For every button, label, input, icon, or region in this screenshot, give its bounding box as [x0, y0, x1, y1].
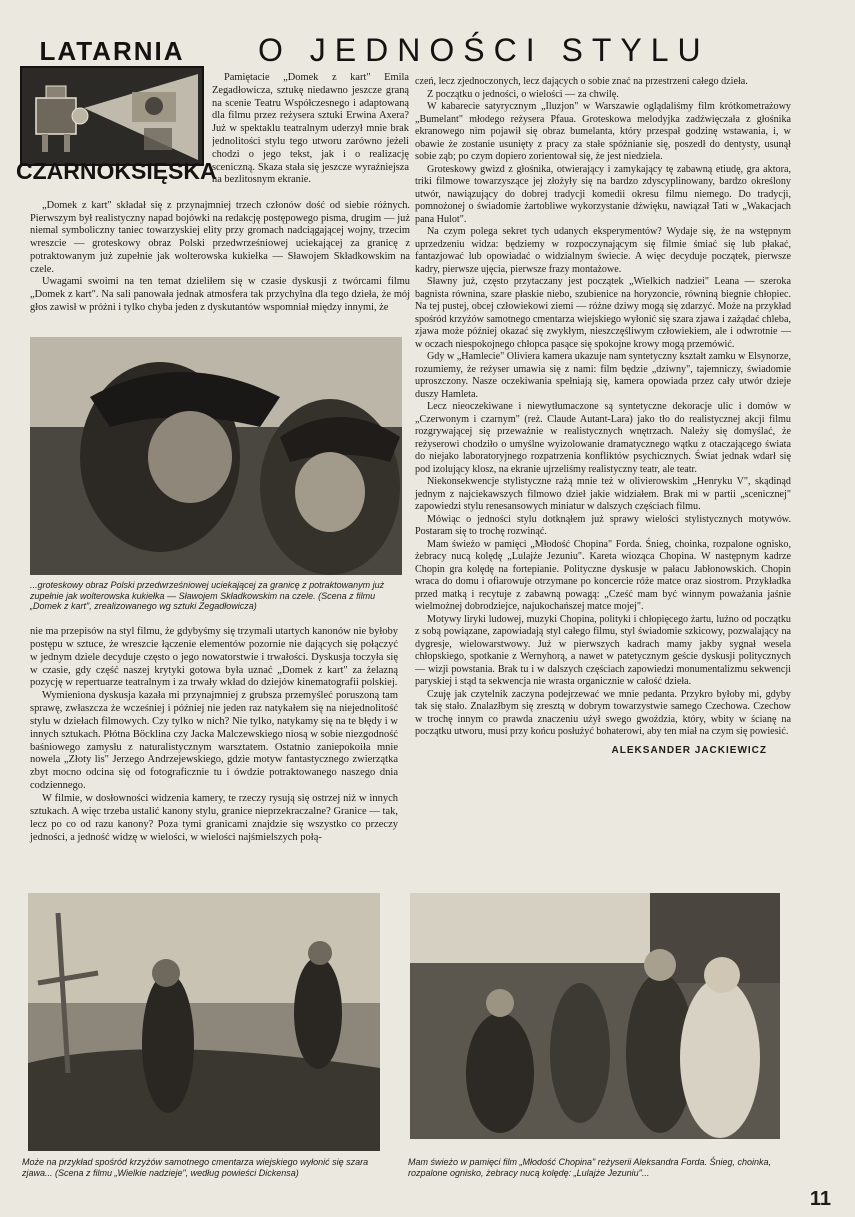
- intro-text: [212, 72, 409, 212]
- paragraph: Czuję jak czytelnik zaczyna podejrzewać we mnie pedanta. Przykro byłoby mi, gdyby tak się stało. Znalazłbym się zresztą w dobrym towarzystwie samego Czechowa. Czechow w trochę innym co prawda znaczeniu użył swego gwoździa, który, wbity w ścianę na początku utworu, musi przy końcu posłużyć bohaterowi, aby ten miał na czym się powiesić.: [415, 688, 791, 737]
- article-title: O JEDNOŚCI STYLU: [258, 32, 710, 68]
- paragraph: Sławny już, często przytaczany jest początek „Wielkich nadziei" Leana — szeroka bagnista równina, szare płaskie niebo, szubienice na horyzoncie, równiną biegnie chłopiec. Na tej pustej, obcej człowiekowi ziemi — różne dziwy mogą się zdarzyć. Może na przykład spośród krzyżów samotnego cmentarza wiejskiego wyłonić się szara zjawa i zażądać chleba, zjawa może później okazać się zwykłym, nieszczęśliwym człowiekiem, ale i odwrotnie — w oczach niespokojnego chłopca pasące się spokojne krowy mogą przemówić.: [415, 276, 791, 350]
- paragraph: Wymieniona dyskusja kazała mi przynajmniej z grubsza przemyśleć poruszoną tam sprawę, zwłaszcza że wcześniej i później nie jeden raz natykałem się na niejednolitość stylu w dziełach filmowych. Czy tylko w nich? Nie tylko, natykamy się na te błędy i w innych sztukach. Płótna Böcklina czy Jacka Malczewskiego niosą w sobie niezgodność baśniowego zamysłu z naturalistycznym warsztatem. Ostatnio zaniepokoiła mnie nowela „Złoty lis" Jerzego Andrzejewskiego, gdzie motyw fantastycznego zwierzątka zbyt mocno odcina się od fotograficznie tu i ówdzie potraktowanego naszego dnia codziennego.: [30, 690, 398, 792]
- top-photo-caption: ...groteskowy obraz Polski przedwrześniowej uciekającej za granicę z potraktowanym już zupełnie jak wolterowska kukiełka — Sławojem Składkowskim na czele. (Scena z filmu „Domek z kart", zrealizowanego wg sztuki Zegadłowicza): [30, 580, 385, 611]
- bottom-left-photo-caption: Może na przykład spośród krzyżów samotnego cmentarza wiejskiego wyłonić się szara zjawa... (Scena z filmu „Wielkie nadzieje", według powieści Dickensa): [22, 1157, 369, 1178]
- intro-text-wide: [30, 200, 410, 314]
- magic-lantern-icon: [22, 68, 202, 164]
- paragraph: W filmie, w dosłowności widzenia kamery, te rzeczy rysują się ostrzej niż w innych sztukach. A więc trzeba ustalić kanony stylu, granice nieprzekraczalne? Granice — tak, lecz po co od razu kanony? Poza tymi granicami znajdzie się wszystko co przeczy jedności, a jedność widzę w wielości, w wielości najśmielszych połą-: [30, 792, 398, 843]
- author-signature: ALEKSANDER JACKIEWICZ: [611, 744, 767, 756]
- film-still-mlodosc-chopina: [410, 893, 780, 1139]
- paragraph: Gdy w „Hamlecie" Oliviera kamera ukazuje nam syntetyczny kształt zamku w Elsynorze, rozumiemy, że reżyser umawia się z nami: film będzie „dziwny", tajemniczy, świadomie uproszczony. Nasze oczekiwania spełniają się, kamera opowiada przez cały utwór dzieje duszy Hamleta.: [415, 351, 791, 400]
- paragraph: Mam świeżo w pamięci „Młodość Chopina" Forda. Śnieg, choinka, rozpalone ognisko, żebracy nucą kolędę „Lulajże Jezuniu". Kareta wioząca Chopina. W następnym kadrze Chopin gra kolędę na fortepianie. Polityczne dyskusje w pałacu Jabłonowskich. Chopin wraca do domu i ofiarowuje otrzymane po koncercie róże matce oraz siostrom. Przykładka przed matką i recytuje z zabawną powagą: „Cześć mam być winnym poważania jaśnie wielmożnej dobrodziejce, najukochańszej matce mojej".: [415, 538, 791, 612]
- top-photo: [30, 337, 402, 575]
- bottom-right-photo: [410, 893, 780, 1139]
- page-number: 11: [809, 1188, 831, 1210]
- lantern-illustration: [20, 66, 204, 166]
- paragraph: Niekonsekwencje stylistyczne rażą mnie też w olivierowskim „Henryku V", skądinąd jednym z najciekawszych filmowo dzieł jakie widziałem. Brak mi w partii „scenicznej" zapowiedzi stylu renesansowych miniatur w dalszych częściach filmu.: [415, 476, 791, 512]
- film-still-wielkie-nadzieje: [28, 893, 380, 1151]
- paragraph: Groteskowy gwizd z głośnika, otwierający i zamykający tę zabawną etiudę, gra aktora, triki filmowe towarzyszące jej złożyły się na bardzo zdyscyplinowany, bardzo określony utwór, nawiązujący do dobrej tradycji komedii okresu filmu niemego. Do tradycji, pomnożonej o świadomie żartobliwe wykorzystanie dźwięku, nawiązał Tati w „Wakacjach pana Hulot".: [415, 163, 791, 225]
- right-column-text: [415, 76, 791, 757]
- left-column-text: [30, 626, 398, 844]
- column-logo-top-word: LATARNIA: [39, 36, 185, 66]
- paragraph: Na czym polega sekret tych udanych eksperymentów? Wydaje się, że na wstępnym uprzedzeniu widza: będziemy w rozpoczynającym się filmie śmiać się lub płakać, fantazjować lub opowiadać o widzialnym świecie. A więc decyduje początek, pierwsze kadry, pierwsze ujęcia, pierwsze frazy montażowe.: [415, 226, 791, 275]
- paragraph: Z początku o jedności, o wielości — za chwilę.: [427, 88, 619, 100]
- bottom-right-photo-caption: Mam świeżo w pamięci film „Młodość Chopina" reżyserii Aleksandra Forda. Śnieg, choinka, rozpalone ognisko, żebracy nucą kolędę: „Lulajże Jezuniu"...: [408, 1157, 772, 1178]
- bottom-left-photo: [28, 893, 380, 1151]
- paragraph: Mówiąc o jedności stylu dotknąłem już sprawy wielości stylistycznych motywów. Postaram się to trochę rozwinąć.: [415, 513, 791, 537]
- paragraph: „Domek z kart" składał się z przynajmniej trzech członów dość od siebie różnych. Pierwszym był realistyczny napad bojówki na redakcję postępowego pisma, drugim — już niemal symboliczny taniec towarzyskiej elity przy gromach nadciągającej wojny, trzecim wreszcie — groteskowy obraz Polski przedwrześniowej uciekającej za granicę z potraktowanym już zupełnie jak wolterowska kukiełka — Sławojem Składkowskim na czele.: [30, 200, 410, 275]
- paragraph: czeń, lecz zjednoczonych, lecz dających o sobie znać na przestrzeni całego dzieła.: [415, 76, 748, 87]
- paragraph: Motywy liryki ludowej, muzyki Chopina, polityki i chłopięcego żartu, luźno od początku z sobą powiązane, zapowiadają styl całego filmu, styl świadomie szkicowy, pozwalający na dygresje, wielowarstwowy. Już w pierwszych kadrach mamy jakby sygnał wesela chłopskiego, spotkanie z Wernyhorą, a nawet w patetycznym geście dyskusji politycznych — wizji powstania. Brak tu i w dalszych częściach zapowiedzi monumentalizmu sekwencji paryskiej i stąd ta sekwencja nie wrasta organicznie w całość dzieła.: [415, 613, 791, 687]
- paragraph: nie ma przepisów na styl filmu, że gdybyśmy się trzymali utartych kanonów nie byłoby postępu w sztuce, że wreszcie łączenie elementów pozornie nie dających się połączyć w jednym dziele decyduje często o jego nowatorstwie i trwałości. Dyskusja toczyła się w czasie, gdy część naszej krytyki gotowa była uznać „Domek z kart" za żelazną pozycję w repertuarze teatralnym i za trwały wkład do dziejów kinematografii polskiej.: [30, 626, 399, 689]
- paragraph: Lecz nieoczekiwane i niewytłumaczone są syntetyczne dekoracje ulic i domów w „Czerwonym i czarnym" (reż. Claude Autant-Lara) jako tło do realistycznej akcji filmu rozgrywającej się przeważnie w realistycznych wnętrzach. Należy się domyślać, że reżyserowi chodziło o umyślne wyizolowanie dramatycznego wątku z otaczającego świata do niejako laboratoryjnego rozpatrzenia konfliktów psychicznych. Świat jednak wdarł się pod izolujący klosz, na ekranie ujrzeliśmy realistyczny teatr, ale teatr.: [415, 401, 791, 475]
- paragraph: Pamiętacie „Domek z kart" Emila Zegadłowicza, sztukę niedawno jeszcze graną na scenie Teatru Współczesnego i adaptowaną dla filmu przez reżysera sztuki Erwina Axera? Już w spektaklu teatralnym uderzył mnie brak jednolitości stylu tego utworu zarówno jeżeli chodzi o jego tekst, jak i o realizację sceniczną. Skaza stała się jeszcze wyraźniejsza na bezlitosnym ekranie.: [212, 72, 409, 186]
- paragraph: Uwagami swoimi na ten temat dzieliłem się w czasie dyskusji z twórcami filmu „Domek z kart". Na sali panowała jednak atmosfera tak przychylna dla tego dzieła, że mój głos zawisł w próżni i tylko chyba jeden z dyskutantów wspomniał między innymi, że: [30, 276, 410, 313]
- paragraph: W kabarecie satyrycznym „Iluzjon" w Warszawie oglądaliśmy film krótkometrażowy „Bumelant" młodego reżysera Pfaua. Groteskowa melodyjka zadźwięczała z głośnika ekranowego nim pojawił się obraz bumelanta, który przespał godzinę wstawania, i, w obawie że zostanie usunięty z pracy za stałe spóźnianie się, poszedł do dentysty, usunął sobie ząb; po czym dopiero zorientował się, że jest niedziela.: [415, 101, 791, 162]
- film-still-domek-z-kart: [30, 337, 402, 575]
- column-logo-bottom-word: CZARNOKSIĘSKA: [16, 158, 217, 184]
